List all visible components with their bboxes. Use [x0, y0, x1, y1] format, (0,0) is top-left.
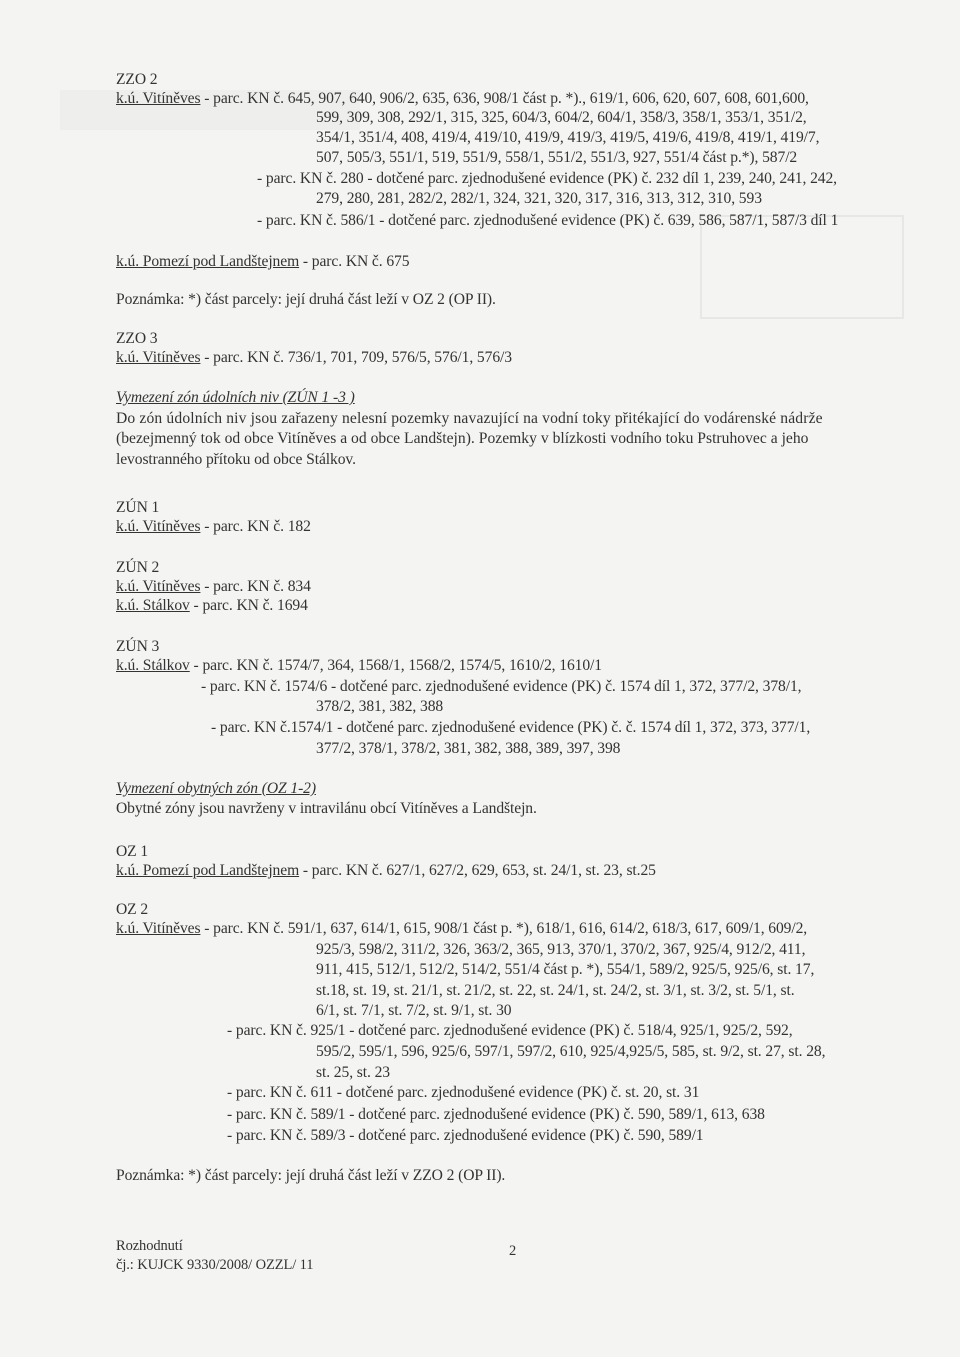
cadastral-area-label: k.ú. Vitíněves — [116, 920, 201, 937]
oz2-row-3: 911, 415, 512/1, 512/2, 514/2, 551/4 část p. *), 554/1, 589/2, 925/5, 925/6, st. 17, — [316, 961, 815, 978]
cadastral-area-label: k.ú. Stálkov — [116, 597, 190, 614]
parcel-list: - parc. KN č. 645, 907, 640, 906/2, 635, 636, 908/1 část p. *)., 619/1, 606, 620, 607, 608, 601,600, — [200, 90, 809, 107]
oz2-heading: OZ 2 — [116, 901, 149, 918]
zzo2-row-6: 279, 280, 281, 282/2, 282/1, 324, 321, 320, 317, 316, 313, 312, 310, 593 — [316, 190, 762, 207]
zzo3-row — [116, 349, 512, 367]
parcel-list: - parc. KN č. 591/1, 637, 614/1, 615, 908/1 část p. *), 618/1, 616, 614/2, 618/3, 617, 609/1, 609/2, — [200, 920, 808, 937]
zzo2-row-1 — [116, 90, 809, 108]
parcel-list: - parc. KN č. 627/1, 627/2, 629, 653, st. 24/1, st. 23, st.25 — [299, 862, 656, 879]
zun-paragraph-line-1: Do zón údolních niv jsou zařazeny nelesní pozemky navazující na vodní toky přitékající do vodárenské nádrže — [116, 410, 823, 427]
zzo2-row-2: 599, 309, 308, 292/1, 315, 325, 604/3, 604/2, 604/1, 358/3, 358/1, 353/1, 351/2, — [316, 109, 807, 126]
oz1-row — [116, 862, 656, 880]
cadastral-area-label: k.ú. Vitíněves — [116, 349, 201, 366]
zun2-row-2 — [116, 597, 308, 615]
oz2-row-1 — [116, 920, 807, 938]
zzo2-heading: ZZO 2 — [116, 71, 158, 88]
zun2-row-1 — [116, 578, 311, 596]
zun-section-title: Vymezení zón údolních niv (ZÚN 1 -3 ) — [116, 389, 355, 406]
zun3-row-5: 377/2, 378/1, 378/2, 381, 382, 388, 389, 397, 398 — [316, 740, 621, 757]
oz2-row-10: - parc. KN č. 589/1 - dotčené parc. zjednodušené evidence (PK) č. 590, 589/1, 613, 638 — [227, 1106, 765, 1123]
zzo2-pomezi-row — [116, 253, 409, 271]
zzo2-row-3: 354/1, 351/4, 408, 419/4, 419/10, 419/9, 419/3, 419/5, 419/6, 419/8, 419/1, 419/7, — [316, 129, 820, 146]
oz2-row-2: 925/3, 598/2, 311/2, 326, 363/2, 365, 913, 370/1, 370/2, 367, 925/4, 912/2, 411, — [316, 941, 806, 958]
page-number: 2 — [509, 1243, 517, 1259]
zun1-heading: ZÚN 1 — [116, 499, 160, 516]
cadastral-area-label: k.ú. Stálkov — [116, 657, 190, 674]
zun3-row-2: - parc. KN č. 1574/6 - dotčené parc. zjednodušené evidence (PK) č. 1574 díl 1, 372, 377/2, 378/1, — [201, 678, 802, 695]
parcel-list: - parc. KN č. 736/1, 701, 709, 576/5, 576/1, 576/3 — [200, 349, 512, 366]
zun3-heading: ZÚN 3 — [116, 638, 160, 655]
oz2-row-11: - parc. KN č. 589/3 - dotčené parc. zjednodušené evidence (PK) č. 590, 589/1 — [227, 1127, 704, 1144]
oz1-heading: OZ 1 — [116, 843, 149, 860]
parcel-list: - parc. KN č. 1574/7, 364, 1568/1, 1568/2, 1574/5, 1610/2, 1610/1 — [189, 657, 602, 674]
oz2-row-9: - parc. KN č. 611 - dotčené parc. zjednodušené evidence (PK) č. st. 20, st. 31 — [227, 1084, 700, 1101]
bleed-through-stamp — [700, 215, 904, 319]
zzo2-row-5: - parc. KN č. 280 - dotčené parc. zjednodušené evidence (PK) č. 232 díl 1, 239, 240, 241, 242, — [257, 170, 837, 187]
oz2-row-4: st.18, st. 19, st. 21/1, st. 21/2, st. 22, st. 24/1, st. 24/2, st. 3/1, st. 3/2, st. 5/1, st. — [316, 982, 795, 999]
oz-section-title: Vymezení obytných zón (OZ 1-2) — [116, 780, 316, 797]
zun3-row-4: - parc. KN č.1574/1 - dotčené parc. zjednodušené evidence (PK) č. č. 1574 díl 1, 372, 373, 377/1, — [211, 719, 811, 736]
oz2-row-5: 6/1, st. 7/1, st. 7/2, st. 9/1, st. 30 — [316, 1002, 512, 1019]
oz-section-text: Obytné zóny jsou navrženy v intravilánu obcí Vitíněves a Landštejn. — [116, 800, 537, 817]
zun-paragraph-line-2: (bezejmenný tok od obce Vitíněves a od obce Landštejn). Pozemky v blízkosti vodního toku Pstruhovec a jeho — [116, 430, 809, 447]
zun3-row-3: 378/2, 381, 382, 388 — [316, 698, 444, 715]
zun1-row — [116, 518, 311, 536]
parcel-list: - parc. KN č. 675 — [299, 253, 410, 270]
footer-reference: čj.: KUJCK 9330/2008/ OZZL/ 11 — [116, 1257, 314, 1273]
zzo2-note: Poznámka: *) část parcely: její druhá část leží v OZ 2 (OP II). — [116, 291, 496, 308]
zun2-heading: ZÚN 2 — [116, 559, 160, 576]
cadastral-area-label: k.ú. Vitíněves — [116, 578, 201, 595]
zzo2-row-7: - parc. KN č. 586/1 - dotčené parc. zjednodušené evidence (PK) č. 639, 586, 587/1, 587/3 díl 1 — [257, 212, 839, 229]
zzo2-row-4: 507, 505/3, 551/1, 519, 551/9, 558/1, 551/2, 551/3, 927, 551/4 část p.*), 587/2 — [316, 149, 798, 166]
cadastral-area-label: k.ú. Vitíněves — [116, 518, 201, 535]
cadastral-area-label: k.ú. Pomezí pod Landštejnem — [116, 253, 300, 270]
zzo3-heading: ZZO 3 — [116, 330, 158, 347]
cadastral-area-label: k.ú. Pomezí pod Landštejnem — [116, 862, 300, 879]
parcel-list: - parc. KN č. 834 — [200, 578, 311, 595]
zun-paragraph-line-3: levostranného přítoku od obce Stálkov. — [116, 451, 356, 468]
oz2-note: Poznámka: *) část parcely: její druhá část leží v ZZO 2 (OP II). — [116, 1167, 506, 1184]
oz2-row-6: - parc. KN č. 925/1 - dotčené parc. zjednodušené evidence (PK) č. 518/4, 925/1, 925/2, 592, — [227, 1022, 793, 1039]
parcel-list: - parc. KN č. 1694 — [189, 597, 308, 614]
oz2-row-7: 595/2, 595/1, 596, 925/6, 597/1, 597/2, 610, 925/4,925/5, 585, st. 9/2, st. 27, st. 28, — [316, 1043, 826, 1060]
zun3-row-1 — [116, 657, 602, 675]
cadastral-area-label: k.ú. Vitíněves — [116, 90, 201, 107]
footer-label: Rozhodnutí — [116, 1238, 183, 1254]
parcel-list: - parc. KN č. 182 — [200, 518, 311, 535]
oz2-row-8: st. 25, st. 23 — [316, 1064, 390, 1081]
